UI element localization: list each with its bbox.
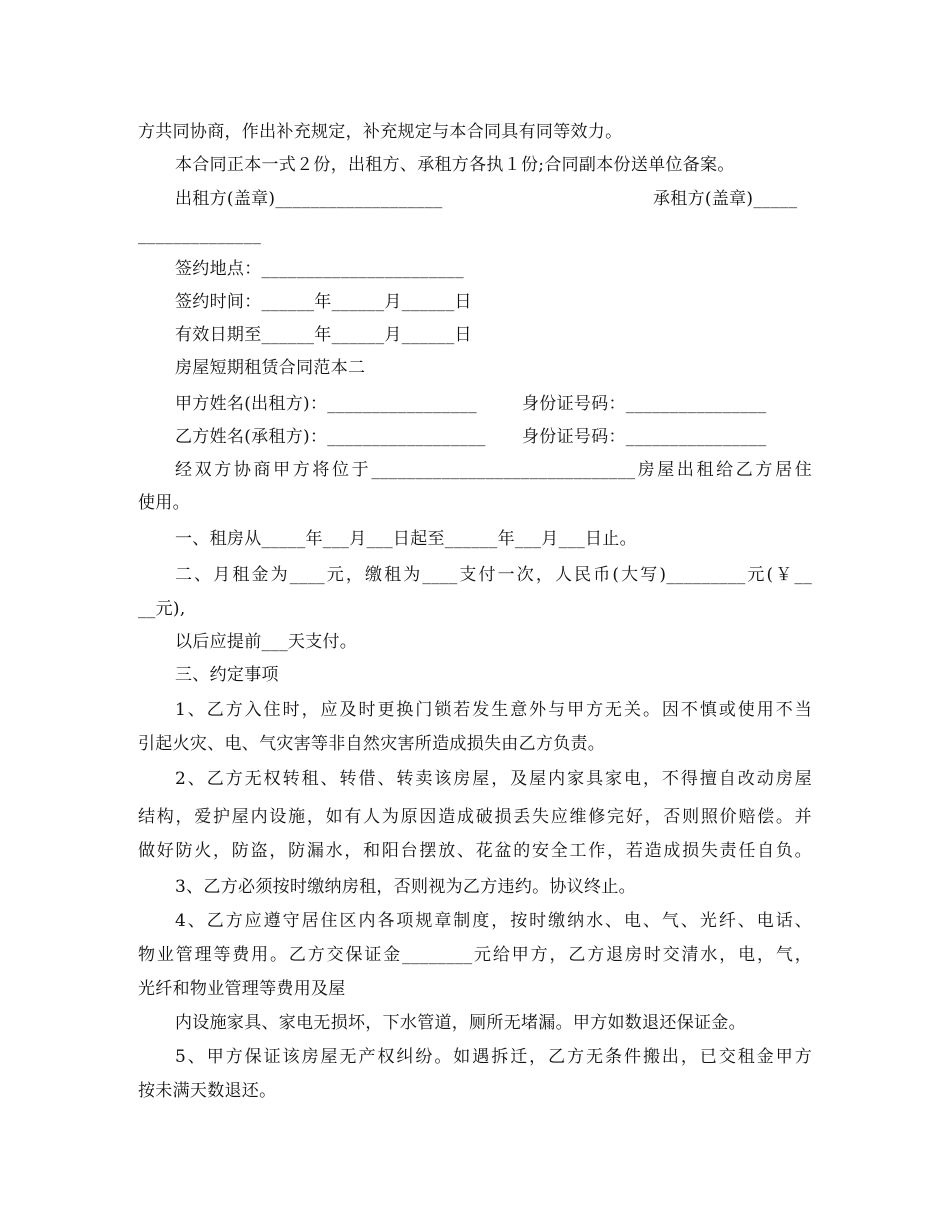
text-line: 经双方协商甲方将位于______________________________房屋出租给乙方居住 bbox=[175, 460, 812, 480]
text-line: 使用。 bbox=[138, 493, 190, 513]
text-line: 出租方(盖章)___________________ bbox=[175, 189, 443, 209]
text-line: 以后应提前___天支付。 bbox=[175, 632, 358, 652]
text-line: __元), bbox=[138, 599, 186, 619]
text-line: 二、月租金为____元，缴租为____支付一次，人民币(大写)_________元(￥__ bbox=[175, 565, 812, 585]
text-line: 3、乙方必须按时缴纳房租，否则视为乙方违约。协议终止。 bbox=[175, 877, 636, 897]
text-line: 有效日期至______年______月______日 bbox=[175, 325, 472, 345]
text-line: 内设施家具、家电无损坏，下水管道，厕所无堵漏。甲方如数退还保证金。 bbox=[175, 1013, 746, 1033]
text-line: 做好防火，防盗，防漏水，和阳台摆放、花盆的安全工作，若造成损失责任自负。 bbox=[138, 841, 812, 861]
text-line: 一、租房从_____年___月___日起至______年___月___日止。 bbox=[175, 529, 637, 549]
text-line: 甲方姓名(出租方)：_________________ bbox=[175, 394, 477, 414]
text-line: 身份证号码：________________ bbox=[522, 394, 767, 414]
text-line: 4、乙方应遵守居住区内各项规章制度，按时缴纳水、电、气、光纤、电话、 bbox=[175, 911, 812, 931]
text-line: 按未满天数退还。 bbox=[138, 1081, 277, 1101]
text-line: 5、甲方保证该房屋无产权纠纷。如遇拆迁，乙方无条件搬出，已交租金甲方 bbox=[175, 1047, 812, 1067]
text-line: 签约时间：______年______月______日 bbox=[175, 292, 472, 312]
text-line: 乙方姓名(承租方)：__________________ bbox=[175, 427, 486, 447]
text-line: 本合同正本一式２份，出租方、承租方各执１份;合同副本份送单位备案。 bbox=[175, 155, 735, 175]
text-line: 身份证号码：________________ bbox=[522, 427, 767, 447]
text-line: 引起火灾、电、气灾害等非自然灾害所造成损失由乙方负责。 bbox=[138, 734, 606, 754]
text-line: 方共同协商，作出补充规定，补充规定与本合同具有同等效力。 bbox=[138, 122, 623, 142]
text-line: 光纤和物业管理等费用及屋 bbox=[138, 979, 346, 999]
section-title: 房屋短期租赁合同范本二 bbox=[175, 358, 366, 378]
text-line: ______________ bbox=[138, 225, 262, 245]
text-line: 物业管理等费用。乙方交保证金________元给甲方，乙方退房时交清水，电，气， bbox=[138, 945, 812, 965]
text-line: 1、乙方入住时，应及时更换门锁若发生意外与甲方无关。因不慎或使用不当 bbox=[175, 700, 812, 720]
text-line: 结构，爱护屋内设施，如有人为原因造成破损丢失应维修完好，否则照价赔偿。并 bbox=[138, 807, 812, 827]
text-line: 2、乙方无权转租、转借、转卖该房屋，及屋内家具家电，不得擅自改动房屋 bbox=[175, 769, 812, 789]
text-line: 三、约定事项 bbox=[175, 665, 279, 685]
text-line: 承租方(盖章)_____ bbox=[653, 189, 798, 209]
text-line: 签约地点：_______________________ bbox=[175, 259, 464, 279]
